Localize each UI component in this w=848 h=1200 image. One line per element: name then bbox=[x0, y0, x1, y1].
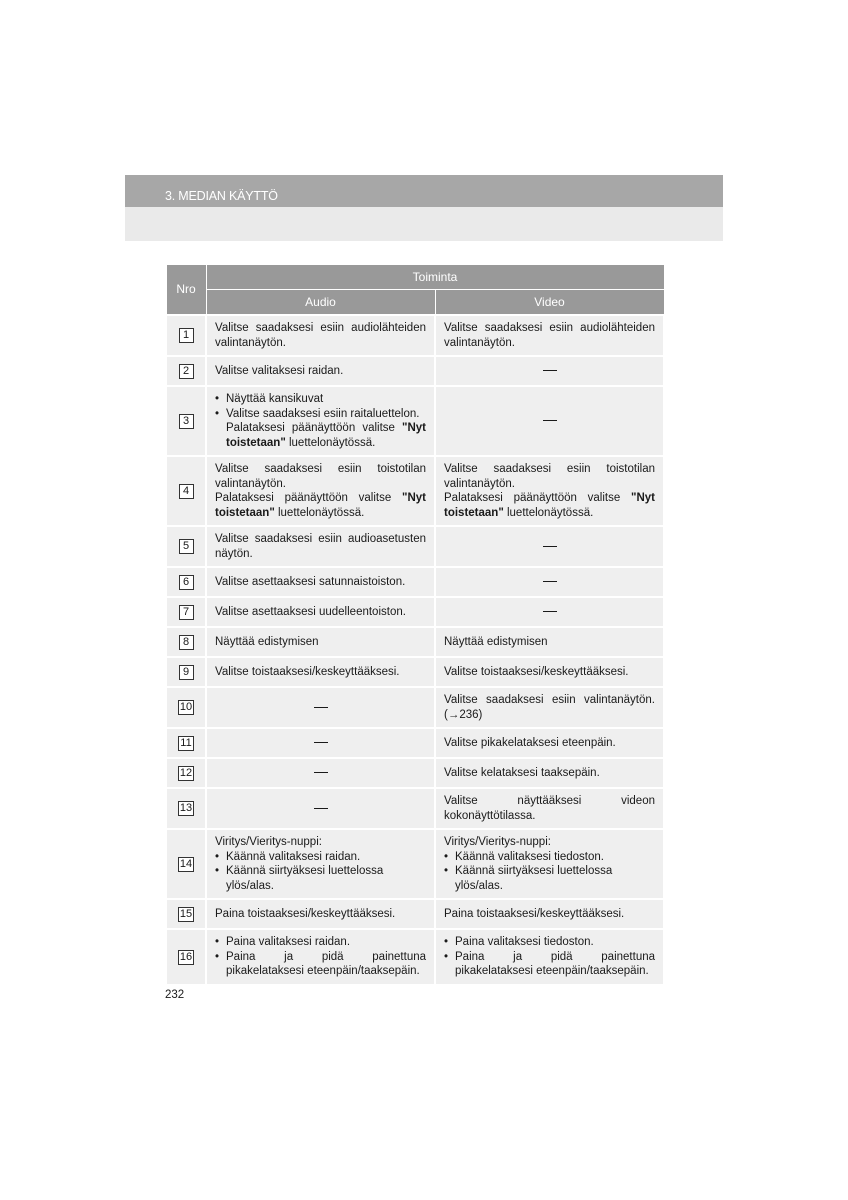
table-row bbox=[166, 899, 664, 929]
row-number: 14 bbox=[179, 857, 193, 870]
bullet-item: • Valitse saadaksesi esiin raitaluettelon. bbox=[215, 407, 426, 422]
row-number: 13 bbox=[179, 802, 193, 814]
bullet-item: • Paina valitaksesi tiedoston. bbox=[444, 935, 655, 950]
audio-cell bbox=[206, 456, 435, 526]
dash-mark bbox=[543, 420, 557, 421]
table-row bbox=[166, 627, 664, 657]
video-cell-empty bbox=[435, 356, 664, 386]
video-cell-empty bbox=[435, 386, 664, 456]
table-row bbox=[166, 597, 664, 627]
dash-mark bbox=[543, 370, 557, 371]
header-nro: Nro bbox=[166, 265, 206, 316]
row-number: 8 bbox=[179, 635, 194, 650]
audio-cell: Näyttää edistymisen bbox=[206, 627, 435, 657]
audio-cell: Valitse saadaksesi esiin audiolähteiden valintanäytön. bbox=[206, 315, 435, 356]
row-number: 15 bbox=[179, 907, 193, 920]
header-video: Video bbox=[435, 290, 664, 316]
audio-cell-empty bbox=[206, 758, 435, 788]
table-row bbox=[166, 657, 664, 687]
video-cell-empty bbox=[435, 597, 664, 627]
row-number: 10 bbox=[179, 701, 193, 713]
cell-title: Viritys/Vieritys-nuppi: bbox=[444, 836, 551, 848]
row-number: 12 bbox=[179, 766, 193, 779]
video-cell bbox=[435, 456, 664, 526]
video-cell bbox=[435, 829, 664, 899]
video-cell: Valitse saadaksesi esiin valintanäytön. (→236) bbox=[435, 687, 664, 728]
audio-cell-empty bbox=[206, 728, 435, 758]
video-cell-empty bbox=[435, 526, 664, 567]
table-row bbox=[166, 929, 664, 985]
audio-cell: Valitse valitaksesi raidan. bbox=[206, 356, 435, 386]
bullet-item: • Käännä valitaksesi tiedoston. bbox=[444, 850, 655, 865]
dash-mark bbox=[543, 546, 557, 547]
audio-cell-empty bbox=[206, 687, 435, 728]
row-number: 3 bbox=[179, 414, 194, 429]
header-audio: Audio bbox=[206, 290, 435, 316]
video-cell: Valitse toistaaksesi/keskeyttääksesi. bbox=[435, 657, 664, 687]
row-number: 7 bbox=[179, 605, 194, 620]
dash-mark bbox=[543, 611, 557, 612]
table-row bbox=[166, 526, 664, 567]
audio-cell: Valitse asettaaksesi uudelleentoiston. bbox=[206, 597, 435, 627]
audio-cell: Valitse toistaaksesi/keskeyttääksesi. bbox=[206, 657, 435, 687]
function-table bbox=[165, 264, 665, 986]
dash-mark bbox=[314, 742, 328, 743]
bullet-continuation: Palataksesi päänäyttöön valitse "Nyt toistetaan" luettelonäytössä. bbox=[226, 422, 426, 449]
video-cell: Valitse kelataksesi taaksepäin. bbox=[435, 758, 664, 788]
bullet-item: • Näyttää kansikuvat bbox=[215, 392, 426, 407]
bullet-item: • Käännä siirtyäksesi luettelossa ylös/alas. bbox=[444, 864, 655, 893]
table-row bbox=[166, 758, 664, 788]
cell-title: Viritys/Vieritys-nuppi: bbox=[215, 836, 322, 848]
table-row bbox=[166, 315, 664, 356]
cell-line: Valitse saadaksesi esiin toistotilan valintanäytön. bbox=[444, 463, 655, 490]
audio-cell: Valitse saadaksesi esiin audioasetusten näytön. bbox=[206, 526, 435, 567]
row-number: 2 bbox=[179, 364, 194, 379]
cell-line: Palataksesi päänäyttöön valitse "Nyt toistetaan" luettelonäytössä. bbox=[444, 492, 655, 519]
dash-mark bbox=[314, 808, 328, 809]
row-number: 4 bbox=[179, 484, 194, 499]
video-cell: Näyttää edistymisen bbox=[435, 627, 664, 657]
audio-cell bbox=[206, 829, 435, 899]
row-number: 1 bbox=[179, 328, 194, 343]
dash-mark bbox=[543, 581, 557, 582]
table-row bbox=[166, 687, 664, 728]
bullet-item: • Paina ja pidä painettuna pikakelataksesi eteenpäin/taaksepäin. bbox=[215, 950, 426, 979]
bullet-item: • Paina valitaksesi raidan. bbox=[215, 935, 426, 950]
video-cell: Valitse saadaksesi esiin audiolähteiden valintanäytön. bbox=[435, 315, 664, 356]
table-row bbox=[166, 788, 664, 829]
audio-cell: Valitse asettaaksesi satunnaistoiston. bbox=[206, 567, 435, 597]
video-cell: Valitse näyttääksesi videon kokonäyttötilassa. bbox=[435, 788, 664, 829]
cell-line: Palataksesi päänäyttöön valitse "Nyt toistetaan" luettelonäytössä. bbox=[215, 492, 426, 519]
table-row bbox=[166, 829, 664, 899]
video-cell bbox=[435, 929, 664, 985]
dash-mark bbox=[314, 707, 328, 708]
bullet-item: • Käännä valitaksesi raidan. bbox=[215, 850, 426, 865]
audio-cell bbox=[206, 929, 435, 985]
section-header-band bbox=[125, 207, 723, 241]
video-cell-empty bbox=[435, 567, 664, 597]
audio-cell bbox=[206, 386, 435, 456]
table-row bbox=[166, 356, 664, 386]
table-row bbox=[166, 728, 664, 758]
table-row bbox=[166, 456, 664, 526]
row-number: 5 bbox=[179, 539, 194, 554]
table-row bbox=[166, 567, 664, 597]
video-cell: Paina toistaaksesi/keskeyttääksesi. bbox=[435, 899, 664, 929]
audio-cell-empty bbox=[206, 788, 435, 829]
header-toiminta: Toiminta bbox=[206, 265, 664, 290]
page-number: 232 bbox=[165, 989, 185, 1001]
dash-mark bbox=[314, 772, 328, 773]
section-header-bar bbox=[125, 175, 723, 207]
row-number: 16 bbox=[179, 950, 193, 963]
cell-line: Valitse saadaksesi esiin toistotilan valintanäytön. bbox=[215, 463, 426, 490]
bullet-item: • Käännä siirtyäksesi luettelossa ylös/alas. bbox=[215, 864, 426, 893]
audio-cell: Paina toistaaksesi/keskeyttääksesi. bbox=[206, 899, 435, 929]
video-cell: Valitse pikakelataksesi eteenpäin. bbox=[435, 728, 664, 758]
bullet-item: • Paina ja pidä painettuna pikakelataksesi eteenpäin/taaksepäin. bbox=[444, 950, 655, 979]
table-row bbox=[166, 386, 664, 456]
row-number: 11 bbox=[180, 736, 192, 749]
section-title: 3. MEDIAN KÄYTTÖ bbox=[165, 189, 278, 203]
row-number: 9 bbox=[179, 665, 194, 680]
row-number: 6 bbox=[179, 575, 194, 590]
